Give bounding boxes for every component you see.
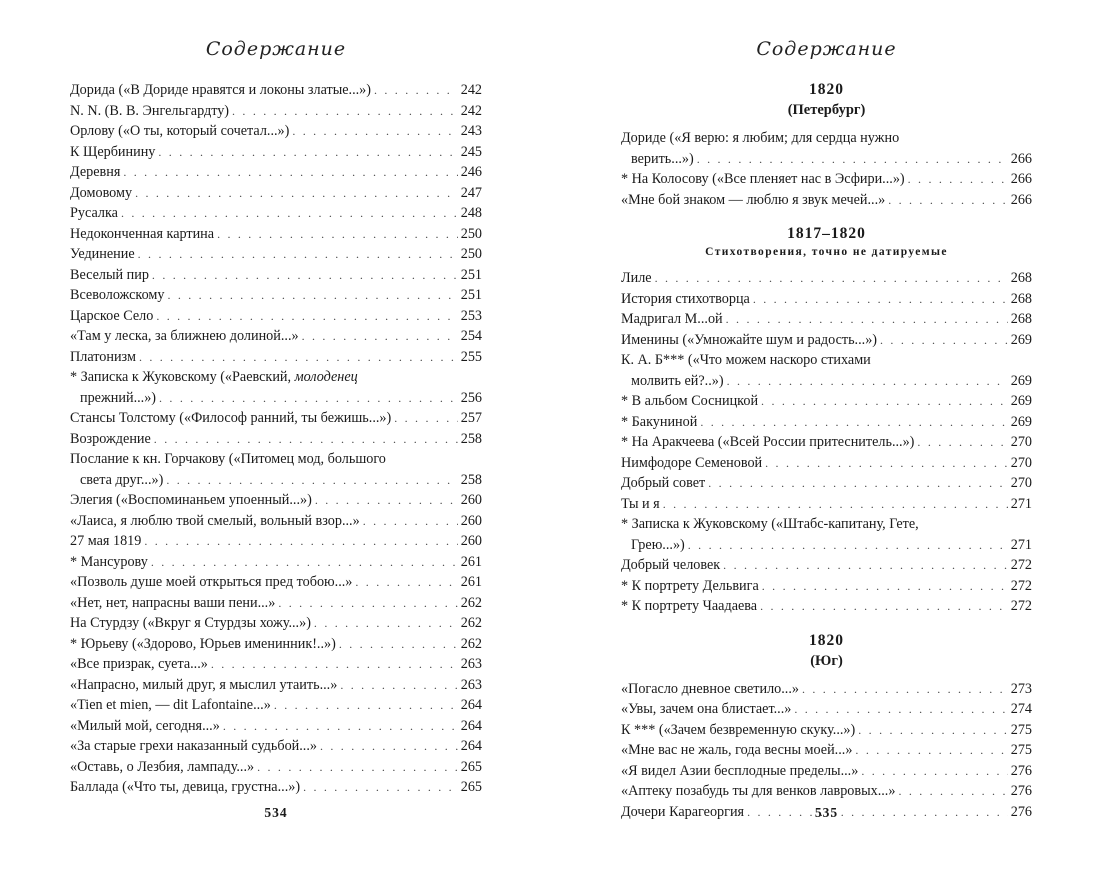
dot-leader [152, 265, 458, 286]
toc-entry [621, 149, 1032, 170]
entry-title: N. N. (В. В. Энгельгардту) [70, 102, 230, 119]
entry-page: 265 [460, 758, 482, 775]
entry-title: Возрождение [70, 430, 151, 447]
entry-page: 242 [460, 82, 482, 98]
entry-page: 273 [1010, 680, 1032, 697]
toc-entry [70, 654, 482, 675]
section-gap [621, 120, 1032, 128]
dot-leader [217, 224, 458, 245]
entry-page: 262 [460, 615, 482, 631]
dot-leader [761, 391, 1008, 412]
entry-title: «Аптеку позабудь ты для венков лавровых...» [621, 783, 896, 799]
dot-leader [374, 80, 458, 101]
dot-leader [794, 699, 1007, 720]
entry-page: 258 [460, 471, 482, 488]
toc-entry [70, 347, 482, 368]
entry-page: 245 [460, 143, 482, 160]
entry-page: 276 [1010, 762, 1032, 779]
toc-entry [70, 183, 482, 204]
entry-page: 260 [460, 512, 482, 529]
entry-title: История стихотворца [621, 290, 750, 307]
toc-entry [70, 531, 482, 552]
toc-entry [70, 388, 482, 409]
dot-leader [144, 531, 457, 552]
entry-page: 248 [460, 205, 482, 221]
dot-leader [339, 634, 458, 655]
dot-leader [166, 470, 457, 491]
entry-page: 253 [460, 307, 482, 324]
section-subtitle: Стихотворения, точно не датируемые [705, 246, 948, 258]
toc-entry [70, 675, 482, 696]
toc-entry [621, 289, 1032, 310]
section-gap [621, 210, 1032, 224]
entry-title-italic: молоденец [294, 369, 358, 385]
toc-entry-line [621, 514, 1032, 535]
entry-title: «Напрасно, милый друг, я мыслил утаить...» [70, 676, 338, 693]
entry-page: 264 [460, 738, 482, 754]
toc-entry [70, 285, 482, 306]
toc-entry [621, 391, 1032, 412]
toc-entry [70, 777, 482, 798]
entry-title: Недоконченная картина [70, 225, 215, 242]
toc-entry [621, 699, 1032, 720]
section-gap [621, 260, 1032, 268]
toc-entry [621, 371, 1032, 392]
entry-title: «Все призрак, суета...» [70, 656, 208, 672]
entry-page: 268 [1010, 290, 1032, 307]
entry-page: 261 [460, 553, 482, 570]
entry-page: 266 [1010, 171, 1032, 187]
dot-leader [257, 757, 458, 778]
dot-leader [121, 203, 458, 224]
entry-page: 274 [1010, 701, 1032, 717]
dot-leader [340, 675, 457, 696]
entry-title: «Мне вас не жаль, года весны моей...» [621, 742, 853, 758]
entry-title-continued: Грею...») [631, 536, 685, 553]
entry-title: «Милый мой, сегодня...» [70, 717, 220, 734]
toc-entry [70, 244, 482, 265]
toc-list [70, 80, 482, 798]
entry-title: «Лаиса, я люблю твой смелый, вольный взор...» [70, 512, 360, 529]
entry-page: 257 [460, 410, 482, 426]
toc-entry-line [70, 449, 482, 470]
dot-leader [898, 781, 1007, 802]
entry-page: 272 [1010, 598, 1032, 614]
dot-leader [156, 306, 457, 327]
entry-page: 272 [1010, 577, 1032, 594]
toc-entry [70, 716, 482, 737]
entry-page: 269 [1010, 372, 1032, 389]
toc-entry [621, 761, 1032, 782]
entry-title: Добрый человек [621, 557, 721, 573]
toc-list [621, 80, 1032, 822]
toc-entry [621, 412, 1032, 433]
entry-title: Деревня [70, 164, 121, 180]
entry-page: 243 [460, 123, 482, 139]
toc-entry-line [621, 128, 1032, 149]
dot-leader [697, 149, 1008, 170]
dot-leader [232, 101, 458, 122]
entry-title: Домовому [70, 184, 133, 201]
entry-title: * Мансурову [70, 553, 148, 570]
dot-leader [723, 555, 1008, 576]
dot-leader [355, 572, 457, 593]
dot-leader [320, 736, 458, 757]
toc-entry [70, 572, 482, 593]
entry-page: 276 [1010, 803, 1032, 820]
entry-title: «Там у леска, за ближнею долиной...» [70, 328, 299, 344]
entry-page: 263 [460, 676, 482, 693]
section-year: 1817–1820 [787, 225, 866, 242]
entry-title: * К портрету Дельвига [621, 577, 759, 594]
entry-title: Русалка [70, 205, 118, 221]
entry-page: 269 [1010, 393, 1032, 409]
entry-title: Дочери Карагеоргия [621, 803, 745, 820]
entry-page: 269 [1010, 331, 1032, 348]
dot-leader [123, 162, 457, 183]
toc-entry [621, 494, 1032, 515]
section-gap [621, 671, 1032, 679]
section-year: 1820 [809, 81, 844, 98]
entry-page: 256 [460, 389, 482, 406]
entry-page: 242 [460, 102, 482, 119]
entry-page: 262 [460, 635, 482, 652]
toc-entry [70, 634, 482, 655]
page-number: 534 [264, 805, 288, 820]
dot-leader [858, 720, 1007, 741]
dot-leader [292, 121, 457, 142]
dot-leader [315, 490, 458, 511]
entry-title: 27 мая 1819 [70, 533, 142, 549]
toc-entry [70, 593, 482, 614]
entry-title-continued: прежний...») [80, 389, 157, 406]
toc-entry [70, 265, 482, 286]
entry-title: К Щербинину [70, 143, 156, 160]
entry-page: 276 [1010, 783, 1032, 799]
entry-page: 262 [460, 594, 482, 611]
dot-leader [154, 429, 458, 450]
entry-title: * К портрету Чаадаева [621, 598, 758, 614]
running-head: Содержание [205, 38, 347, 60]
dot-leader [278, 593, 457, 614]
entry-page: 268 [1010, 311, 1032, 327]
toc-entry [70, 429, 482, 450]
toc-entry [621, 330, 1032, 351]
entry-page: 266 [1010, 150, 1032, 167]
dot-leader [765, 453, 1008, 474]
section-subtitle: (Юг) [810, 652, 843, 669]
toc-entry [70, 552, 482, 573]
entry-title: Лиле [621, 270, 652, 286]
entry-title: * В альбом Сосницкой [621, 393, 759, 409]
toc-entry [621, 473, 1032, 494]
toc-entry [70, 203, 482, 224]
section-year: 1820 [809, 631, 844, 649]
section-subtitle: (Петербург) [787, 102, 866, 118]
section-gap [621, 617, 1032, 631]
entry-title: Царское Село [70, 307, 154, 324]
dot-leader [802, 679, 1008, 700]
entry-page: 272 [1010, 557, 1032, 573]
dot-leader [908, 169, 1008, 190]
entry-title: * Бакуниной [621, 413, 698, 430]
dot-leader [211, 654, 458, 675]
entry-title: Всеволожскому [70, 287, 165, 303]
entry-page: 270 [1010, 434, 1032, 450]
entry-page: 250 [460, 225, 482, 242]
entry-title: «Tien et mien, — dit Lafontaine...» [70, 697, 271, 713]
toc-entry [621, 720, 1032, 741]
entry-title: «Мне бой знаком — люблю я звук мечей...» [621, 191, 886, 208]
entry-title: Орлову («О ты, который сочетал...») [70, 123, 290, 139]
toc-entry [70, 757, 482, 778]
toc-entry [621, 679, 1032, 700]
entry-title: * Записка к Жуковскому («Раевский, молоденец [70, 369, 358, 385]
dot-leader [762, 576, 1008, 597]
toc-entry [70, 490, 482, 511]
entry-page: 251 [460, 287, 482, 303]
toc-entry-line [70, 367, 482, 388]
dot-leader [688, 535, 1008, 556]
dot-leader [880, 330, 1008, 351]
entry-title: Баллада («Что ты, девица, грустна...») [70, 779, 301, 795]
entry-title: Послание к кн. Горчакову («Питомец мод, большого [70, 451, 386, 467]
entry-page: 268 [1010, 270, 1032, 286]
dot-leader [727, 371, 1008, 392]
entry-page: 270 [1010, 454, 1032, 471]
entry-page: 255 [460, 348, 482, 365]
dot-leader [223, 716, 458, 737]
toc-entry [70, 408, 482, 429]
dot-leader [394, 408, 457, 429]
toc-entry [70, 695, 482, 716]
dot-leader [753, 289, 1008, 310]
dot-leader [760, 596, 1008, 617]
entry-title: Мадригал М...ой [621, 311, 723, 327]
toc-entry [621, 309, 1032, 330]
entry-title: Нимфодоре Семеновой [621, 454, 763, 471]
dot-leader [708, 473, 1007, 494]
entry-page: 247 [460, 184, 482, 201]
running-head: Содержание [756, 38, 897, 60]
dot-leader [314, 613, 458, 634]
entry-title: * Записка к Жуковскому («Штабс-капитану, Гете, [621, 516, 919, 532]
dot-leader [363, 511, 458, 532]
entry-page: 254 [460, 328, 482, 344]
entry-title: * Юрьеву («Здорово, Юрьев именинник!..») [70, 635, 336, 652]
entry-title: Дорида («В Дориде нравятся и локоны златые...») [70, 82, 371, 98]
toc-entry [70, 613, 482, 634]
entry-page: 270 [1010, 475, 1032, 491]
dot-leader [158, 142, 457, 163]
entry-title-continued: верить...») [631, 150, 694, 167]
entry-page: 264 [460, 697, 482, 713]
left-page [70, 0, 482, 880]
entry-title: Стансы Толстому («Философ ранний, ты бежишь...») [70, 410, 392, 426]
entry-title: «Я видел Азии бесплодные пределы...» [621, 762, 859, 779]
dot-leader [726, 309, 1008, 330]
toc-entry [621, 576, 1032, 597]
dot-leader [138, 244, 458, 265]
entry-page: 250 [460, 246, 482, 262]
toc-entry-line [621, 350, 1032, 371]
entry-title: Добрый совет [621, 475, 706, 491]
entry-page: 258 [460, 430, 482, 447]
entry-title-continued: молвить ей?..») [631, 372, 724, 389]
entry-page: 264 [460, 717, 482, 734]
entry-page: 275 [1010, 721, 1032, 738]
entry-title: К. А. Б*** («Что можем наскоро стихами [621, 352, 871, 368]
entry-title: «Увы, зачем она блистает...» [621, 701, 792, 717]
entry-page: 271 [1010, 536, 1032, 553]
toc-entry [621, 268, 1032, 289]
toc-entry [70, 511, 482, 532]
toc-entry [70, 326, 482, 347]
toc-entry [621, 781, 1032, 802]
dot-leader [655, 268, 1008, 289]
toc-entry [70, 306, 482, 327]
page-number: 535 [814, 805, 839, 820]
toc-entry [621, 169, 1032, 190]
entry-title: Элегия («Воспоминаньем упоенный...») [70, 492, 312, 508]
dot-leader [663, 494, 1008, 515]
toc-entry [70, 470, 482, 491]
toc-entry [70, 80, 482, 101]
toc-entry [621, 535, 1032, 556]
entry-title: «За старые грехи наказанный судьбой...» [70, 738, 317, 754]
entry-title: Дориде («Я верю: я любим; для сердца нужно [621, 130, 900, 146]
dot-leader [302, 326, 458, 347]
entry-title: «Оставь, о Лезбия, лампаду...» [70, 758, 255, 775]
toc-entry [70, 162, 482, 183]
entry-page: 251 [460, 266, 482, 283]
entry-title: «Позволь душе моей открыться пред тобою...» [70, 574, 353, 590]
dot-leader [861, 761, 1007, 782]
dot-leader [274, 695, 458, 716]
entry-page: 265 [460, 779, 482, 795]
entry-title: Платонизм [70, 348, 136, 365]
entry-page: 269 [1010, 413, 1032, 430]
entry-page: 260 [460, 533, 482, 549]
entry-title-continued: света друг...») [80, 471, 164, 488]
toc-entry [621, 190, 1032, 211]
entry-title: Ты и я [621, 495, 660, 512]
toc-entry [621, 555, 1032, 576]
dot-leader [167, 285, 457, 306]
entry-page: 246 [460, 164, 482, 180]
toc-entry [70, 101, 482, 122]
entry-page: 271 [1010, 495, 1032, 512]
dot-leader [135, 183, 458, 204]
dot-leader [888, 190, 1007, 211]
entry-page: 275 [1010, 742, 1032, 758]
entry-title: На Стурдзу («Вкруг я Стурдзы хожу...») [70, 615, 311, 631]
toc-entry [621, 596, 1032, 617]
entry-title: * На Колосову («Все пленяет нас в Эсфири...») [621, 171, 905, 187]
entry-page: 260 [460, 492, 482, 508]
entry-page: 266 [1010, 191, 1032, 208]
entry-title: Уединение [70, 246, 135, 262]
entry-title: * На Аракчеева («Всей России притеснитель...») [621, 434, 915, 450]
entry-title: К *** («Зачем безвременную скуку...») [621, 721, 856, 738]
toc-entry [70, 736, 482, 757]
dot-leader [700, 412, 1007, 433]
entry-title: «Нет, нет, напрасны ваши пени...» [70, 594, 276, 611]
toc-entry [621, 740, 1032, 761]
toc-entry [70, 224, 482, 245]
entry-page: 263 [460, 656, 482, 672]
toc-entry [70, 142, 482, 163]
dot-leader [917, 432, 1007, 453]
dot-leader [159, 388, 458, 409]
toc-entry [70, 121, 482, 142]
toc-entry [621, 453, 1032, 474]
dot-leader [855, 740, 1007, 761]
right-page [621, 0, 1032, 880]
entry-title: Веселый пир [70, 266, 149, 283]
entry-title: «Погасло дневное светило...» [621, 680, 799, 697]
toc-entry [621, 432, 1032, 453]
dot-leader [303, 777, 458, 798]
entry-page: 261 [460, 574, 482, 590]
entry-title: Именины («Умножайте шум и радость...») [621, 331, 878, 348]
dot-leader [151, 552, 458, 573]
dot-leader [139, 347, 458, 368]
